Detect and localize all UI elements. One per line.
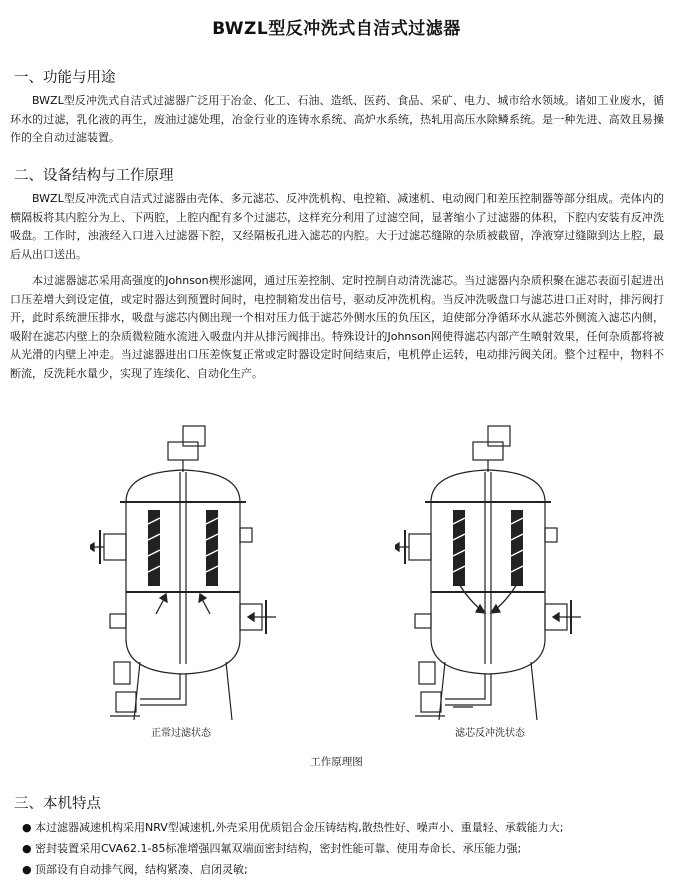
section-heading-structure: 二、设备结构与工作原理 [14,168,174,184]
bottom-dome [126,639,240,674]
bullet-icon: ● [22,821,32,834]
flow-arrows [90,543,276,621]
bullet-icon: ● [22,863,32,876]
paragraph-function: BWZL型反冲洗式自洁式过滤器广泛用于冶金、化工、石油、造纸、医药、食品、采矿、电力、城市给水领域。诸如工业废水，循环水的过滤，乳化液的再生，废油过滤处理，冶金行业的连铸水系统、高炉水系统，热轧用高压水除鳞系统。是一种先进、高效且易操作的全自动过滤装置。 [10,94,664,144]
paragraph-principle: 本过滤器滤芯采用高强度的Johnson楔形滤网，通过压差控制、定时控制自动清洗滤芯。当过滤器内杂质积聚在滤芯表面引起进出口压差增大到设定值，或定时器达到预置时间时，电控制箱发出信号，驱动反冲洗机构。当反冲洗吸盘口与滤芯进口正对时，排污阀打开，此时系统泄压排水，吸盘与滤芯内侧出现一个相对压力低于滤芯外侧水压的负压区，迫使部分净循环水从滤芯外侧流入滤芯内侧，吸附在滤芯内壁上的杂质微粒随水流进入吸盘内并从排污阀排出。特殊设计的Johnson网使得滤芯内部产生喷射效果，任何杂质都将被从光滑的内壁上冲走。当过滤器进出口压差恢复正常或定时器设定时间结束后，电机停止运转，电动排污阀关闭。整个过程中，物料不断流，反洗耗水量少，实现了连续化、自动化生产。 [10,274,664,380]
normal-filtration-diagram [90,424,280,724]
figure-caption: 工作原理图 [310,756,363,768]
feature-list [22,817,662,880]
list-item: ● 顶部设有自动排气阀，结构紧凑、启闭灵敏; [22,859,662,880]
left-diagram-caption: 正常过滤状态 [151,728,211,739]
paragraph-structure: BWZL型反冲洗式自洁式过滤器由壳体、多元滤芯、反冲洗机构、电控箱、减速机、电动阀门和差压控制器等部分组成。壳体内的横隔板将其内腔分为上、下两腔，上腔内配有多个过滤芯，这样充分利用了过滤空间，显著缩小了过滤器的体积，下腔内安装有反冲洗吸盘。工作时，浊液经入口进入过滤器下腔，又经隔板孔进入滤芯的内腔。大于过滤芯缝隙的杂质被截留，净液穿过缝隙到达上腔，最后从出口送出。 [10,192,664,261]
section-heading-features: 三、本机特点 [14,796,101,812]
filter-elements [148,510,218,586]
backwash-diagram [395,424,585,724]
list-item: ● 本过滤器减速机构采用NRV型减速机,外壳采用优质铝合金压铸结构,散热性好、噪声小、重量轻、承载能力大; [22,817,662,838]
top-dome [126,470,240,502]
motor-housing [183,426,205,446]
document-title: BWZL型反冲洗式自洁式过滤器 [212,19,461,39]
right-diagram-caption: 滤芯反冲洗状态 [455,728,525,739]
list-item: ● 密封装置采用CVA62.1-85标准增强四氟双端面密封结构，密封性能可靠、使用寿命长、承压能力强; [22,838,662,859]
section-heading-function: 一、功能与用途 [14,70,116,86]
bullet-icon: ● [22,842,32,855]
